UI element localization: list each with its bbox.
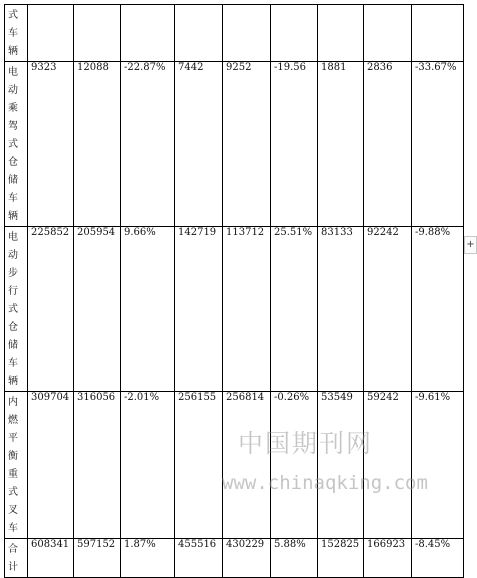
table-cell: 166923 xyxy=(364,539,412,578)
table-cell: -22.87% xyxy=(121,62,175,227)
watermark-url: www.chinaqking.com xyxy=(222,472,428,494)
table-row xyxy=(5,62,464,227)
row-label-cell xyxy=(5,539,28,578)
table-cell: -2.01% xyxy=(121,392,175,539)
add-column-button[interactable]: + xyxy=(464,236,477,254)
table-cell xyxy=(175,5,223,62)
table-cell: 256814 xyxy=(223,392,271,539)
table-cell: 1.87% xyxy=(121,539,175,578)
table-cell xyxy=(121,5,175,62)
table-cell xyxy=(271,5,318,62)
table-cell: 455516 xyxy=(175,539,223,578)
table-row xyxy=(5,539,464,578)
table-cell: 256155 xyxy=(175,392,223,539)
table-cell: 430229 xyxy=(223,539,271,578)
table-cell: -33.67% xyxy=(412,62,464,227)
table-cell: 9323 xyxy=(28,62,74,227)
table-cell: 225852 xyxy=(28,227,74,392)
watermark-text: 中国期刊网 xyxy=(238,429,374,458)
table-cell: 9.66% xyxy=(121,227,175,392)
table-cell: 2836 xyxy=(364,62,412,227)
table-cell: 1881 xyxy=(318,62,364,227)
table-cell: 25.51% xyxy=(271,227,318,392)
table-cell: 597152 xyxy=(74,539,121,578)
table-row xyxy=(5,227,464,392)
table-cell: 205954 xyxy=(74,227,121,392)
table-cell: 59242 xyxy=(364,392,412,539)
table-cell: 142719 xyxy=(175,227,223,392)
table-cell xyxy=(28,5,74,62)
table-cell: -0.26% xyxy=(271,392,318,539)
table-cell: 152825 xyxy=(318,539,364,578)
table-cell: -19.56 xyxy=(271,62,318,227)
table-row xyxy=(5,392,464,539)
table-cell: -9.61% xyxy=(412,392,464,539)
row-label-cell xyxy=(5,392,28,539)
table-cell: 316056 xyxy=(74,392,121,539)
row-label: 电动乘驾式仓储车辆 xyxy=(8,67,18,222)
table-cell: 12088 xyxy=(74,62,121,227)
table-cell: 92242 xyxy=(364,227,412,392)
table-row xyxy=(5,5,464,62)
table-cell: 608341 xyxy=(28,539,74,578)
table-cell xyxy=(223,5,271,62)
table-cell: 309704 xyxy=(28,392,74,539)
table-cell xyxy=(318,5,364,62)
row-label: 内燃平衡重式叉车 xyxy=(8,397,18,534)
table-cell: -9.88% xyxy=(412,227,464,392)
table-cell: 53549 xyxy=(318,392,364,539)
row-label-cell xyxy=(5,227,28,392)
row-label-cell xyxy=(5,5,28,62)
table-cell: 83133 xyxy=(318,227,364,392)
table-cell xyxy=(364,5,412,62)
row-label: 式车辆 xyxy=(8,10,18,57)
table-cell: 113712 xyxy=(223,227,271,392)
table-cell xyxy=(412,5,464,62)
row-label-cell xyxy=(5,62,28,227)
table-cell: -8.45% xyxy=(412,539,464,578)
table-cell: 9252 xyxy=(223,62,271,227)
row-label: 合计 xyxy=(8,544,18,573)
table-cell xyxy=(74,5,121,62)
table-cell: 7442 xyxy=(175,62,223,227)
table-cell: 5.88% xyxy=(271,539,318,578)
row-label: 电动步行式仓储车辆 xyxy=(8,232,18,387)
